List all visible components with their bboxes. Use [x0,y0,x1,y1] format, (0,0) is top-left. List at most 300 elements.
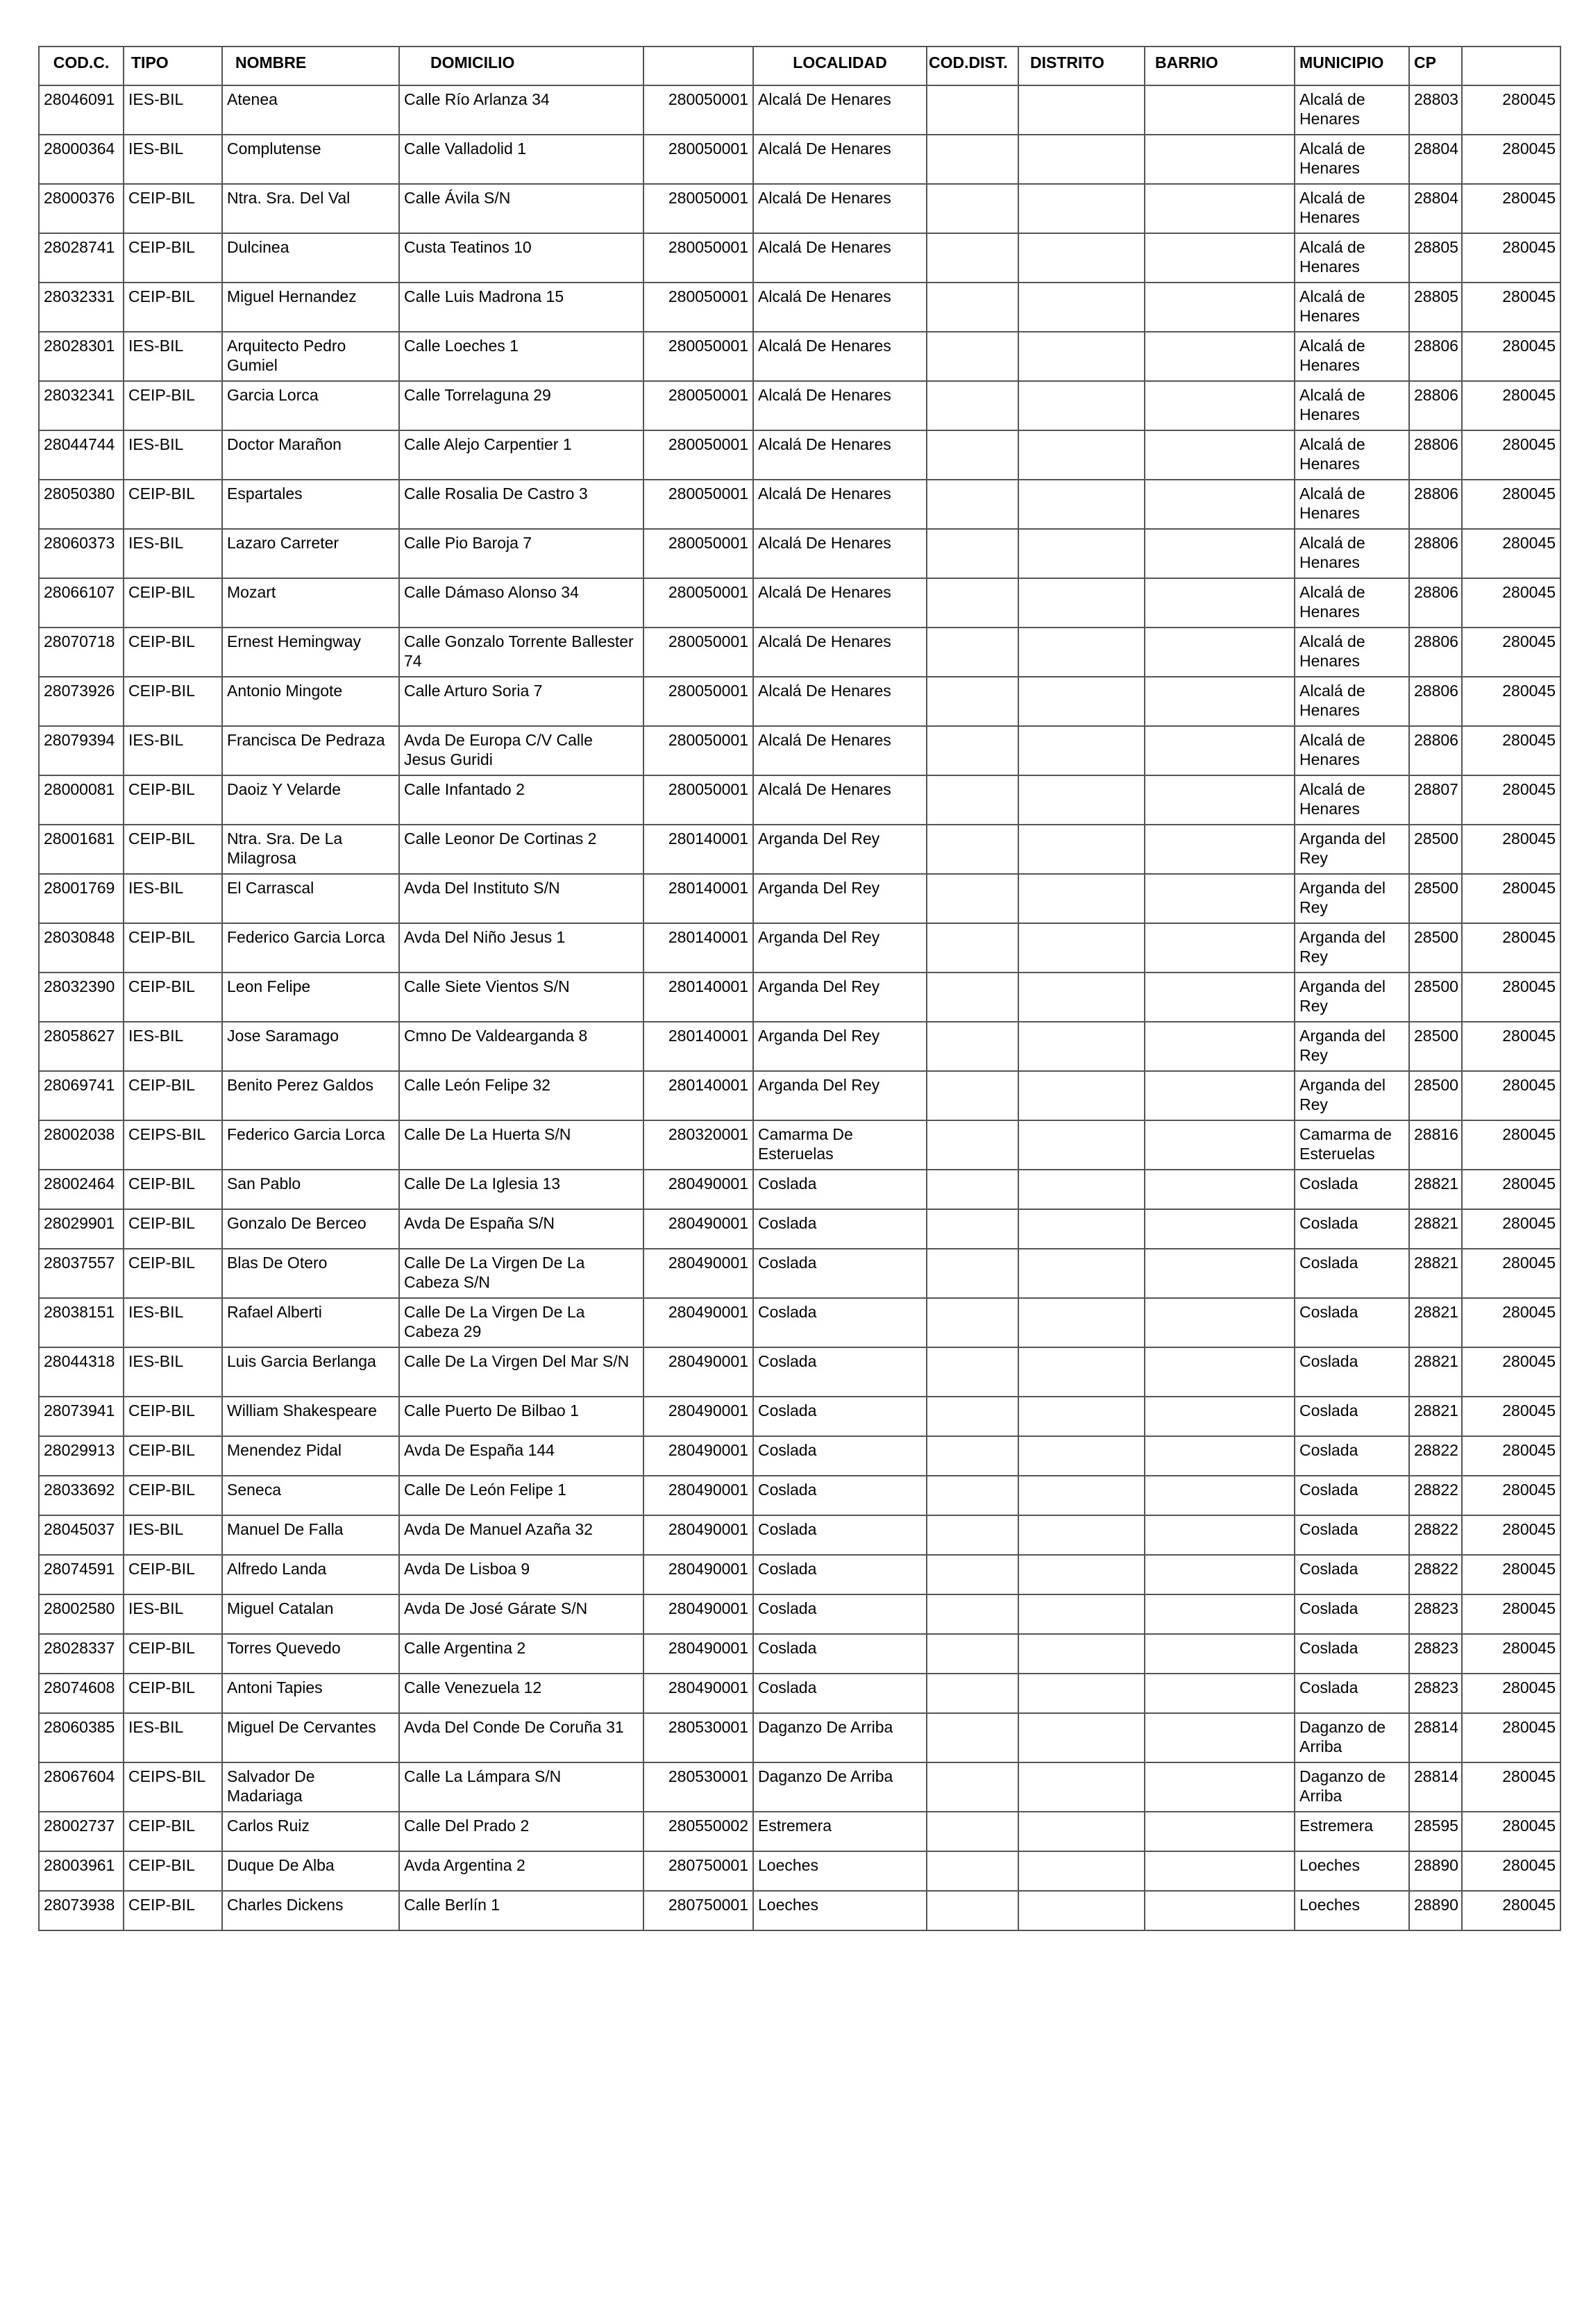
cell-codigo: 280140001 [643,825,753,874]
cell-municipio: Alcalá de Henares [1295,529,1409,578]
cell-tipo: IES-BIL [124,85,222,135]
cell-cod-c: 28000081 [39,775,124,825]
cell-domicilio: Calle Rosalia De Castro 3 [399,480,643,529]
cell-cod-dist [927,677,1018,726]
cell-distrito [1018,628,1145,677]
cell-cp: 28821 [1409,1209,1462,1249]
cell-distrito [1018,1762,1145,1812]
cell-domicilio: Calle Arturo Soria 7 [399,677,643,726]
cell-cp: 28500 [1409,923,1462,972]
cell-nombre: Duque De Alba [222,1851,399,1891]
cell-domicilio: Calle Siete Vientos S/N [399,972,643,1022]
header-localidad: LOCALIDAD [753,47,927,85]
cell-cod-c: 28037557 [39,1249,124,1298]
cell-municipio: Coslada [1295,1397,1409,1436]
cell-extra: 280045 [1462,1634,1560,1674]
cell-cod-dist [927,1298,1018,1347]
cell-barrio [1145,135,1295,184]
cell-distrito [1018,1397,1145,1436]
cell-cp: 28821 [1409,1347,1462,1397]
cell-localidad: Alcalá De Henares [753,85,927,135]
cell-tipo: IES-BIL [124,1713,222,1762]
cell-codigo: 280750001 [643,1891,753,1930]
cell-municipio: Arganda del Rey [1295,825,1409,874]
cell-nombre: Atenea [222,85,399,135]
table-row [39,775,1560,825]
cell-tipo: CEIP-BIL [124,184,222,233]
cell-nombre: Manuel De Falla [222,1515,399,1555]
table-row [39,283,1560,332]
cell-cod-c: 28060385 [39,1713,124,1762]
cell-extra: 280045 [1462,1436,1560,1476]
cell-cod-dist [927,480,1018,529]
cell-nombre: Lazaro Carreter [222,529,399,578]
cell-barrio [1145,1209,1295,1249]
cell-municipio: Arganda del Rey [1295,972,1409,1022]
cell-extra: 280045 [1462,1891,1560,1930]
cell-localidad: Coslada [753,1397,927,1436]
cell-nombre: Miguel De Cervantes [222,1713,399,1762]
cell-cod-c: 28073941 [39,1397,124,1436]
cell-tipo: IES-BIL [124,1347,222,1397]
cell-distrito [1018,1209,1145,1249]
cell-barrio [1145,1812,1295,1851]
cell-domicilio: Avda Argentina 2 [399,1851,643,1891]
cell-extra: 280045 [1462,381,1560,430]
cell-cod-dist [927,430,1018,480]
table-row [39,1120,1560,1170]
cell-domicilio: Calle Pio Baroja 7 [399,529,643,578]
cell-cod-dist [927,972,1018,1022]
cell-codigo: 280050001 [643,184,753,233]
table-row [39,1762,1560,1812]
table-row [39,1436,1560,1476]
cell-distrito [1018,529,1145,578]
cell-extra: 280045 [1462,1071,1560,1120]
cell-distrito [1018,1476,1145,1515]
table-row [39,1249,1560,1298]
table-row [39,1209,1560,1249]
cell-nombre: Leon Felipe [222,972,399,1022]
cell-barrio [1145,85,1295,135]
cell-tipo: CEIP-BIL [124,1170,222,1209]
cell-nombre: San Pablo [222,1170,399,1209]
cell-municipio: Alcalá de Henares [1295,578,1409,628]
cell-nombre: Ntra. Sra. De La Milagrosa [222,825,399,874]
cell-cp: 28822 [1409,1555,1462,1594]
cell-municipio: Arganda del Rey [1295,874,1409,923]
cell-codigo: 280140001 [643,1022,753,1071]
cell-distrito [1018,874,1145,923]
cell-distrito [1018,1891,1145,1930]
cell-municipio: Alcalá de Henares [1295,677,1409,726]
cell-municipio: Coslada [1295,1436,1409,1476]
cell-cod-c: 28029901 [39,1209,124,1249]
table-row [39,1555,1560,1594]
cell-localidad: Coslada [753,1555,927,1594]
cell-municipio: Alcalá de Henares [1295,381,1409,430]
cell-cod-c: 28032331 [39,283,124,332]
cell-cod-dist [927,1713,1018,1762]
cell-codigo: 280050001 [643,480,753,529]
cell-cod-c: 28070718 [39,628,124,677]
cell-extra: 280045 [1462,972,1560,1022]
cell-cod-c: 28002580 [39,1594,124,1634]
cell-domicilio: Avda Del Niño Jesus 1 [399,923,643,972]
cell-extra: 280045 [1462,529,1560,578]
table-row [39,825,1560,874]
cell-extra: 280045 [1462,1298,1560,1347]
cell-barrio [1145,825,1295,874]
cell-domicilio: Cmno De Valdearganda 8 [399,1022,643,1071]
cell-codigo: 280050001 [643,135,753,184]
cell-nombre: Garcia Lorca [222,381,399,430]
table-row [39,1515,1560,1555]
cell-domicilio: Calle León Felipe 32 [399,1071,643,1120]
cell-localidad: Coslada [753,1347,927,1397]
cell-municipio: Coslada [1295,1594,1409,1634]
cell-tipo: IES-BIL [124,430,222,480]
cell-localidad: Coslada [753,1436,927,1476]
cell-cod-dist [927,1071,1018,1120]
cell-cod-c: 28028301 [39,332,124,381]
cell-barrio [1145,972,1295,1022]
cell-tipo: CEIP-BIL [124,381,222,430]
cell-tipo: CEIP-BIL [124,1249,222,1298]
cell-nombre: Doctor Marañon [222,430,399,480]
table-row [39,1298,1560,1347]
cell-codigo: 280490001 [643,1298,753,1347]
cell-extra: 280045 [1462,1555,1560,1594]
cell-extra: 280045 [1462,283,1560,332]
cell-municipio: Alcalá de Henares [1295,628,1409,677]
cell-cod-c: 28002038 [39,1120,124,1170]
cell-codigo: 280050001 [643,430,753,480]
table-row [39,529,1560,578]
cell-barrio [1145,233,1295,283]
cell-cp: 28500 [1409,825,1462,874]
cell-barrio [1145,1436,1295,1476]
cell-cp: 28807 [1409,775,1462,825]
cell-tipo: CEIPS-BIL [124,1120,222,1170]
cell-cod-c: 28002464 [39,1170,124,1209]
table-row [39,332,1560,381]
cell-codigo: 280530001 [643,1762,753,1812]
school-listing-sheet [38,46,1560,1931]
cell-cod-c: 28066107 [39,578,124,628]
cell-cp: 28890 [1409,1851,1462,1891]
cell-tipo: IES-BIL [124,726,222,775]
cell-domicilio: Calle De La Virgen De La Cabeza 29 [399,1298,643,1347]
cell-cod-dist [927,1594,1018,1634]
cell-nombre: Antoni Tapies [222,1674,399,1713]
cell-codigo: 280050001 [643,85,753,135]
table-row [39,1071,1560,1120]
cell-cod-c: 28001681 [39,825,124,874]
cell-distrito [1018,677,1145,726]
table-row [39,1347,1560,1397]
cell-nombre: Luis Garcia Berlanga [222,1347,399,1397]
table-row [39,677,1560,726]
cell-barrio [1145,1476,1295,1515]
cell-extra: 280045 [1462,1347,1560,1397]
cell-cod-dist [927,1170,1018,1209]
cell-tipo: CEIP-BIL [124,1634,222,1674]
cell-nombre: Carlos Ruiz [222,1812,399,1851]
cell-tipo: CEIP-BIL [124,825,222,874]
cell-localidad: Alcalá De Henares [753,726,927,775]
cell-domicilio: Calle Venezuela 12 [399,1674,643,1713]
cell-cp: 28595 [1409,1812,1462,1851]
cell-tipo: IES-BIL [124,1594,222,1634]
cell-cod-c: 28045037 [39,1515,124,1555]
cell-nombre: Mozart [222,578,399,628]
cell-cod-c: 28029913 [39,1436,124,1476]
cell-tipo: CEIP-BIL [124,1851,222,1891]
cell-municipio: Alcalá de Henares [1295,184,1409,233]
cell-extra: 280045 [1462,578,1560,628]
cell-codigo: 280050001 [643,628,753,677]
cell-extra: 280045 [1462,135,1560,184]
cell-domicilio: Calle De La Huerta S/N [399,1120,643,1170]
cell-codigo: 280550002 [643,1812,753,1851]
cell-distrito [1018,972,1145,1022]
cell-codigo: 280490001 [643,1249,753,1298]
cell-localidad: Daganzo De Arriba [753,1762,927,1812]
cell-localidad: Alcalá De Henares [753,233,927,283]
cell-distrito [1018,283,1145,332]
cell-codigo: 280490001 [643,1555,753,1594]
cell-extra: 280045 [1462,628,1560,677]
cell-localidad: Daganzo De Arriba [753,1713,927,1762]
cell-municipio: Coslada [1295,1634,1409,1674]
cell-extra: 280045 [1462,874,1560,923]
cell-domicilio: Calle Puerto De Bilbao 1 [399,1397,643,1436]
cell-codigo: 280050001 [643,775,753,825]
cell-cp: 28803 [1409,85,1462,135]
table-row [39,1674,1560,1713]
cell-nombre: Dulcinea [222,233,399,283]
cell-barrio [1145,529,1295,578]
cell-nombre: Seneca [222,1476,399,1515]
table-row [39,1022,1560,1071]
header-row [39,47,1560,85]
cell-cod-dist [927,578,1018,628]
cell-barrio [1145,332,1295,381]
cell-domicilio: Calle Loeches 1 [399,332,643,381]
cell-domicilio: Avda Del Instituto S/N [399,874,643,923]
cell-domicilio: Calle Alejo Carpentier 1 [399,430,643,480]
cell-distrito [1018,1555,1145,1594]
cell-extra: 280045 [1462,1397,1560,1436]
cell-nombre: Ernest Hemingway [222,628,399,677]
cell-domicilio: Calle Torrelaguna 29 [399,381,643,430]
cell-codigo: 280490001 [643,1397,753,1436]
cell-extra: 280045 [1462,1812,1560,1851]
header-domicilio: DOMICILIO [399,47,643,85]
cell-distrito [1018,480,1145,529]
cell-tipo: CEIP-BIL [124,578,222,628]
table-row [39,381,1560,430]
cell-localidad: Arganda Del Rey [753,874,927,923]
cell-nombre: William Shakespeare [222,1397,399,1436]
cell-cod-c: 28069741 [39,1071,124,1120]
cell-distrito [1018,1120,1145,1170]
cell-localidad: Alcalá De Henares [753,381,927,430]
cell-municipio: Alcalá de Henares [1295,233,1409,283]
cell-barrio [1145,677,1295,726]
cell-cp: 28821 [1409,1249,1462,1298]
cell-cp: 28822 [1409,1476,1462,1515]
cell-localidad: Alcalá De Henares [753,578,927,628]
cell-distrito [1018,135,1145,184]
cell-cod-dist [927,135,1018,184]
cell-nombre: El Carrascal [222,874,399,923]
cell-tipo: CEIP-BIL [124,480,222,529]
cell-barrio [1145,1713,1295,1762]
cell-distrito [1018,775,1145,825]
cell-extra: 280045 [1462,825,1560,874]
cell-tipo: CEIP-BIL [124,1891,222,1930]
cell-cp: 28822 [1409,1515,1462,1555]
cell-localidad: Loeches [753,1891,927,1930]
cell-nombre: Menendez Pidal [222,1436,399,1476]
cell-cp: 28806 [1409,578,1462,628]
cell-nombre: Miguel Hernandez [222,283,399,332]
cell-extra: 280045 [1462,430,1560,480]
cell-cod-c: 28028337 [39,1634,124,1674]
cell-domicilio: Avda De Europa C/V Calle Jesus Guridi [399,726,643,775]
cell-municipio: Arganda del Rey [1295,1022,1409,1071]
cell-cod-c: 28067604 [39,1762,124,1812]
cell-cp: 28814 [1409,1713,1462,1762]
cell-codigo: 280490001 [643,1347,753,1397]
cell-barrio [1145,184,1295,233]
cell-extra: 280045 [1462,1674,1560,1713]
cell-distrito [1018,1713,1145,1762]
cell-extra: 280045 [1462,332,1560,381]
cell-cp: 28890 [1409,1891,1462,1930]
cell-municipio: Alcalá de Henares [1295,480,1409,529]
table-row [39,1851,1560,1891]
cell-localidad: Arganda Del Rey [753,972,927,1022]
cell-cp: 28805 [1409,233,1462,283]
table-row [39,1713,1560,1762]
cell-tipo: CEIP-BIL [124,1674,222,1713]
cell-municipio: Alcalá de Henares [1295,135,1409,184]
table-row [39,233,1560,283]
cell-nombre: Miguel Catalan [222,1594,399,1634]
cell-distrito [1018,430,1145,480]
cell-tipo: CEIP-BIL [124,1397,222,1436]
cell-distrito [1018,1298,1145,1347]
cell-localidad: Arganda Del Rey [753,825,927,874]
cell-barrio [1145,1298,1295,1347]
cell-barrio [1145,578,1295,628]
cell-cp: 28806 [1409,381,1462,430]
cell-codigo: 280490001 [643,1170,753,1209]
header-cp: CP [1409,47,1462,85]
cell-cp: 28500 [1409,1022,1462,1071]
cell-localidad: Alcalá De Henares [753,184,927,233]
cell-cod-c: 28030848 [39,923,124,972]
cell-barrio [1145,1891,1295,1930]
cell-localidad: Coslada [753,1249,927,1298]
cell-cod-c: 28032341 [39,381,124,430]
cell-cod-c: 28073926 [39,677,124,726]
cell-extra: 280045 [1462,1249,1560,1298]
cell-cod-c: 28073938 [39,1891,124,1930]
cell-distrito [1018,825,1145,874]
cell-extra: 280045 [1462,1022,1560,1071]
cell-municipio: Coslada [1295,1476,1409,1515]
cell-barrio [1145,1022,1295,1071]
cell-cp: 28816 [1409,1120,1462,1170]
cell-extra: 280045 [1462,1476,1560,1515]
cell-cod-dist [927,1812,1018,1851]
cell-cp: 28500 [1409,874,1462,923]
cell-tipo: CEIP-BIL [124,677,222,726]
cell-cp: 28500 [1409,972,1462,1022]
cell-localidad: Alcalá De Henares [753,529,927,578]
cell-codigo: 280140001 [643,923,753,972]
cell-domicilio: Calle De La Virgen Del Mar S/N [399,1347,643,1397]
cell-localidad: Arganda Del Rey [753,1071,927,1120]
cell-cod-dist [927,1762,1018,1812]
cell-domicilio: Calle Leonor De Cortinas 2 [399,825,643,874]
cell-cod-dist [927,628,1018,677]
cell-cod-dist [927,1674,1018,1713]
cell-cp: 28806 [1409,726,1462,775]
cell-codigo: 280050001 [643,726,753,775]
table-row [39,1397,1560,1436]
cell-extra: 280045 [1462,480,1560,529]
table-row [39,1812,1560,1851]
cell-cod-dist [927,529,1018,578]
cell-codigo: 280140001 [643,1071,753,1120]
cell-distrito [1018,381,1145,430]
cell-tipo: CEIP-BIL [124,283,222,332]
cell-barrio [1145,1762,1295,1812]
cell-tipo: IES-BIL [124,1298,222,1347]
cell-cod-c: 28074608 [39,1674,124,1713]
cell-cod-dist [927,775,1018,825]
cell-distrito [1018,1851,1145,1891]
header-tipo: TIPO [124,47,222,85]
cell-domicilio: Calle Ávila S/N [399,184,643,233]
cell-barrio [1145,1249,1295,1298]
cell-nombre: Torres Quevedo [222,1634,399,1674]
cell-barrio [1145,1170,1295,1209]
cell-municipio: Coslada [1295,1347,1409,1397]
cell-codigo: 280050001 [643,578,753,628]
cell-localidad: Coslada [753,1634,927,1674]
cell-barrio [1145,775,1295,825]
cell-tipo: CEIP-BIL [124,1071,222,1120]
header-barrio: BARRIO [1145,47,1295,85]
cell-domicilio: Custa Teatinos 10 [399,233,643,283]
cell-cp: 28500 [1409,1071,1462,1120]
cell-distrito [1018,1170,1145,1209]
cell-domicilio: Avda De España 144 [399,1436,643,1476]
cell-barrio [1145,726,1295,775]
cell-domicilio: Calle De La Virgen De La Cabeza S/N [399,1249,643,1298]
cell-cod-dist [927,726,1018,775]
cell-localidad: Coslada [753,1170,927,1209]
cell-nombre: Arquitecto Pedro Gumiel [222,332,399,381]
cell-distrito [1018,1022,1145,1071]
cell-codigo: 280490001 [643,1476,753,1515]
